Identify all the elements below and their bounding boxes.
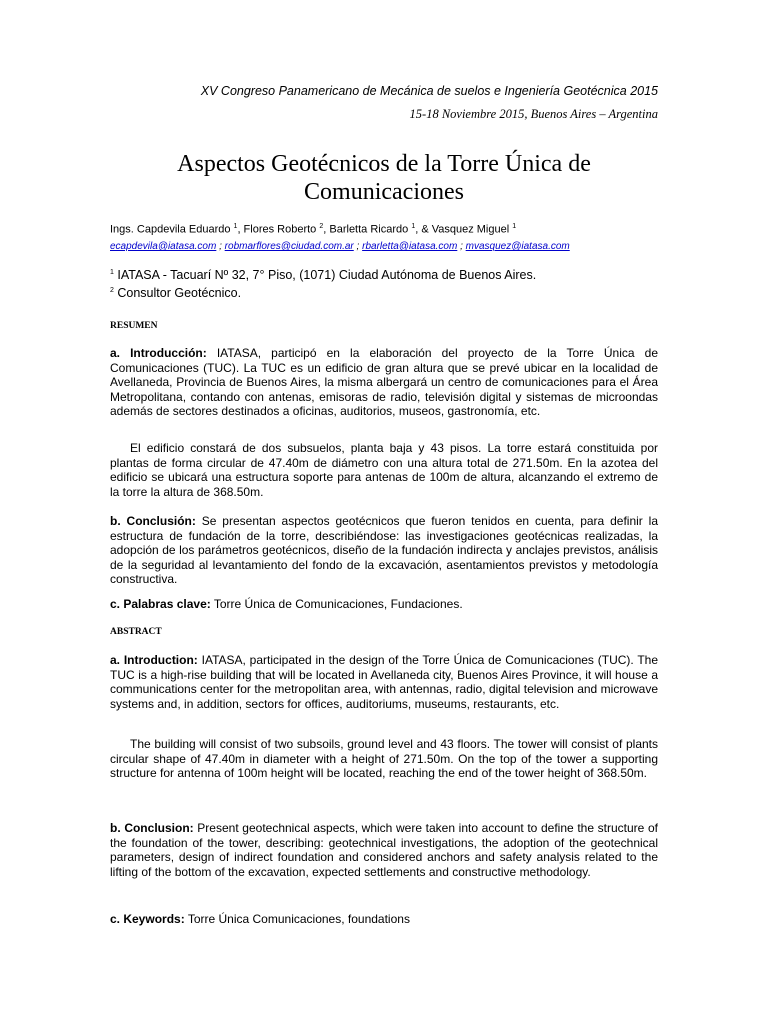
resumen-conclusion (110, 514, 658, 587)
affiliation-text: IATASA - Tacuarí Nº 32, 7° Piso, (1071) Ciudad Autónoma de Buenos Aires. (113, 268, 537, 283)
abstract-intro (110, 653, 658, 711)
resumen-building: El edificio constará de dos subsuelos, planta baja y 43 pisos. La torre estará constituida por plantas de forma circular de 47.40m de diámetro con una altura total de 271.50m. En la azotea del edificio se ubicará una estructura soporte para antenas de 100m de altura, alcanzando el extremo de la torre la altura de 368.50m. (110, 441, 658, 499)
abstract-keywords (110, 912, 658, 927)
abstract-conclusion (110, 821, 658, 879)
affiliation-sup: 1 (110, 269, 114, 276)
affiliations (110, 265, 658, 301)
abstract-conclusion-label: b. Conclusion: (110, 821, 194, 835)
abstract-building: The building will consist of two subsoils, ground level and 43 floors. The tower will consist of plants circular shape of 47.40m in diameter with a height of 271.50m. On the top of the tower a supporting structure for antenna of 100m height will be located, reaching the end of the tower height of 368.50m. (110, 737, 658, 780)
paper-title-line2: Comunicaciones (304, 179, 464, 205)
abstract-intro-label: a. Introduction: (110, 653, 198, 667)
author-text: Ings. Capdevila Eduardo (110, 223, 234, 236)
resumen-keywords-text: Torre Única de Comunicaciones, Fundaciones. (210, 597, 463, 611)
conference-dates: 15-18 Noviembre 2015, Buenos Aires – Argentina (409, 107, 658, 121)
paper-title (110, 150, 658, 206)
resumen-intro-label: a. Introducción: (110, 346, 207, 360)
email-link[interactable]: robmarflores@ciudad.com.ar (224, 241, 354, 252)
affiliation-1 (110, 265, 658, 283)
author-sup: 1 (233, 223, 238, 230)
author-sup: 2 (319, 223, 324, 230)
author-text: , & Vasquez Miguel (415, 223, 513, 236)
resumen-intro-text: IATASA, participó en la elaboración del proyecto de la Torre Única de Comunicaciones (TUC). La TUC es un edificio de gran altura que se prevé ubicar en la localidad de Avellaneda, Provincia de Buenos Aires, la misma albergará un centro de comunicaciones para el Área Metropolitana, contando con antenas, emisoras de radio, televisión digital y sistemas de microondas además de sectores destinados a oficinas, auditorios, museos, gastronomía, etc. (110, 346, 659, 418)
email-list (110, 241, 658, 252)
author-sup: 1 (512, 223, 517, 230)
email-separator: ; (353, 241, 363, 252)
resumen-keywords-label: c. Palabras clave: (110, 597, 211, 611)
resumen-keywords (110, 597, 658, 612)
abstract-keywords-label: c. Keywords: (110, 912, 185, 926)
email-link[interactable]: rbarletta@iatasa.com (362, 241, 458, 252)
paper-title-line1: Aspectos Geotécnicos de la Torre Única de (177, 151, 591, 177)
abstract-intro-text: IATASA, participated in the design of the Torre Única de Comunicaciones (TUC). The TUC is a high-rise building that will be located in Avellaneda city, Buenos Aires Province, it will house a communications center for the metropolitan area, with antennas, radio, digital television and microwave systems and, in addition, sectors for offices, auditoriums, museums, restaurants, etc. (110, 653, 659, 711)
abstract-conclusion-text: Present geotechnical aspects, which were taken into account to define the structure of the foundation of the tower, describing: geotechnical investigations, the adoption of the geotechnical parameters, design of indirect foundation and considered anchors and safety analysis related to the lifting of the bottom of the excavation, expected settlements and constructive methodology. (110, 821, 659, 879)
conference-header: XV Congreso Panamericano de Mecánica de suelos e Ingeniería Geotécnica 2015 (200, 84, 658, 98)
resumen-conclusion-label: b. Conclusión: (110, 514, 196, 528)
resumen-heading: RESUMEN (110, 321, 158, 331)
author-text: , Barletta Ricardo (323, 223, 412, 236)
resumen-conclusion-text: Se presentan aspectos geotécnicos que fueron tenidos en cuenta, para definir la estructura de fundación de la torre, describiéndose: las investigaciones geotécnicas realizadas, la adopción de los parámetros geotécnicos, diseño de la fundación indirecta y anclajes previstos, análisis de la seguridad al levantamiento del fondo de la excavación, asentamientos previstos y metodología constructiva. (110, 514, 659, 586)
email-link[interactable]: mvasquez@iatasa.com (465, 241, 570, 252)
affiliation-text: Consultor Geotécnico. (113, 286, 242, 301)
email-separator: ; (457, 241, 466, 252)
resumen-intro (110, 346, 658, 419)
email-separator: ; (216, 241, 225, 252)
email-link[interactable]: ecapdevila@iatasa.com (110, 241, 217, 252)
abstract-keywords-text: Torre Única Comunicaciones, foundations (184, 912, 410, 926)
abstract-heading: ABSTRACT (110, 627, 162, 637)
author-text: , Flores Roberto (237, 223, 320, 236)
affiliation-sup: 2 (110, 287, 114, 295)
affiliation-2 (110, 283, 658, 301)
author-list (110, 223, 658, 236)
author-sup: 1 (411, 223, 416, 230)
